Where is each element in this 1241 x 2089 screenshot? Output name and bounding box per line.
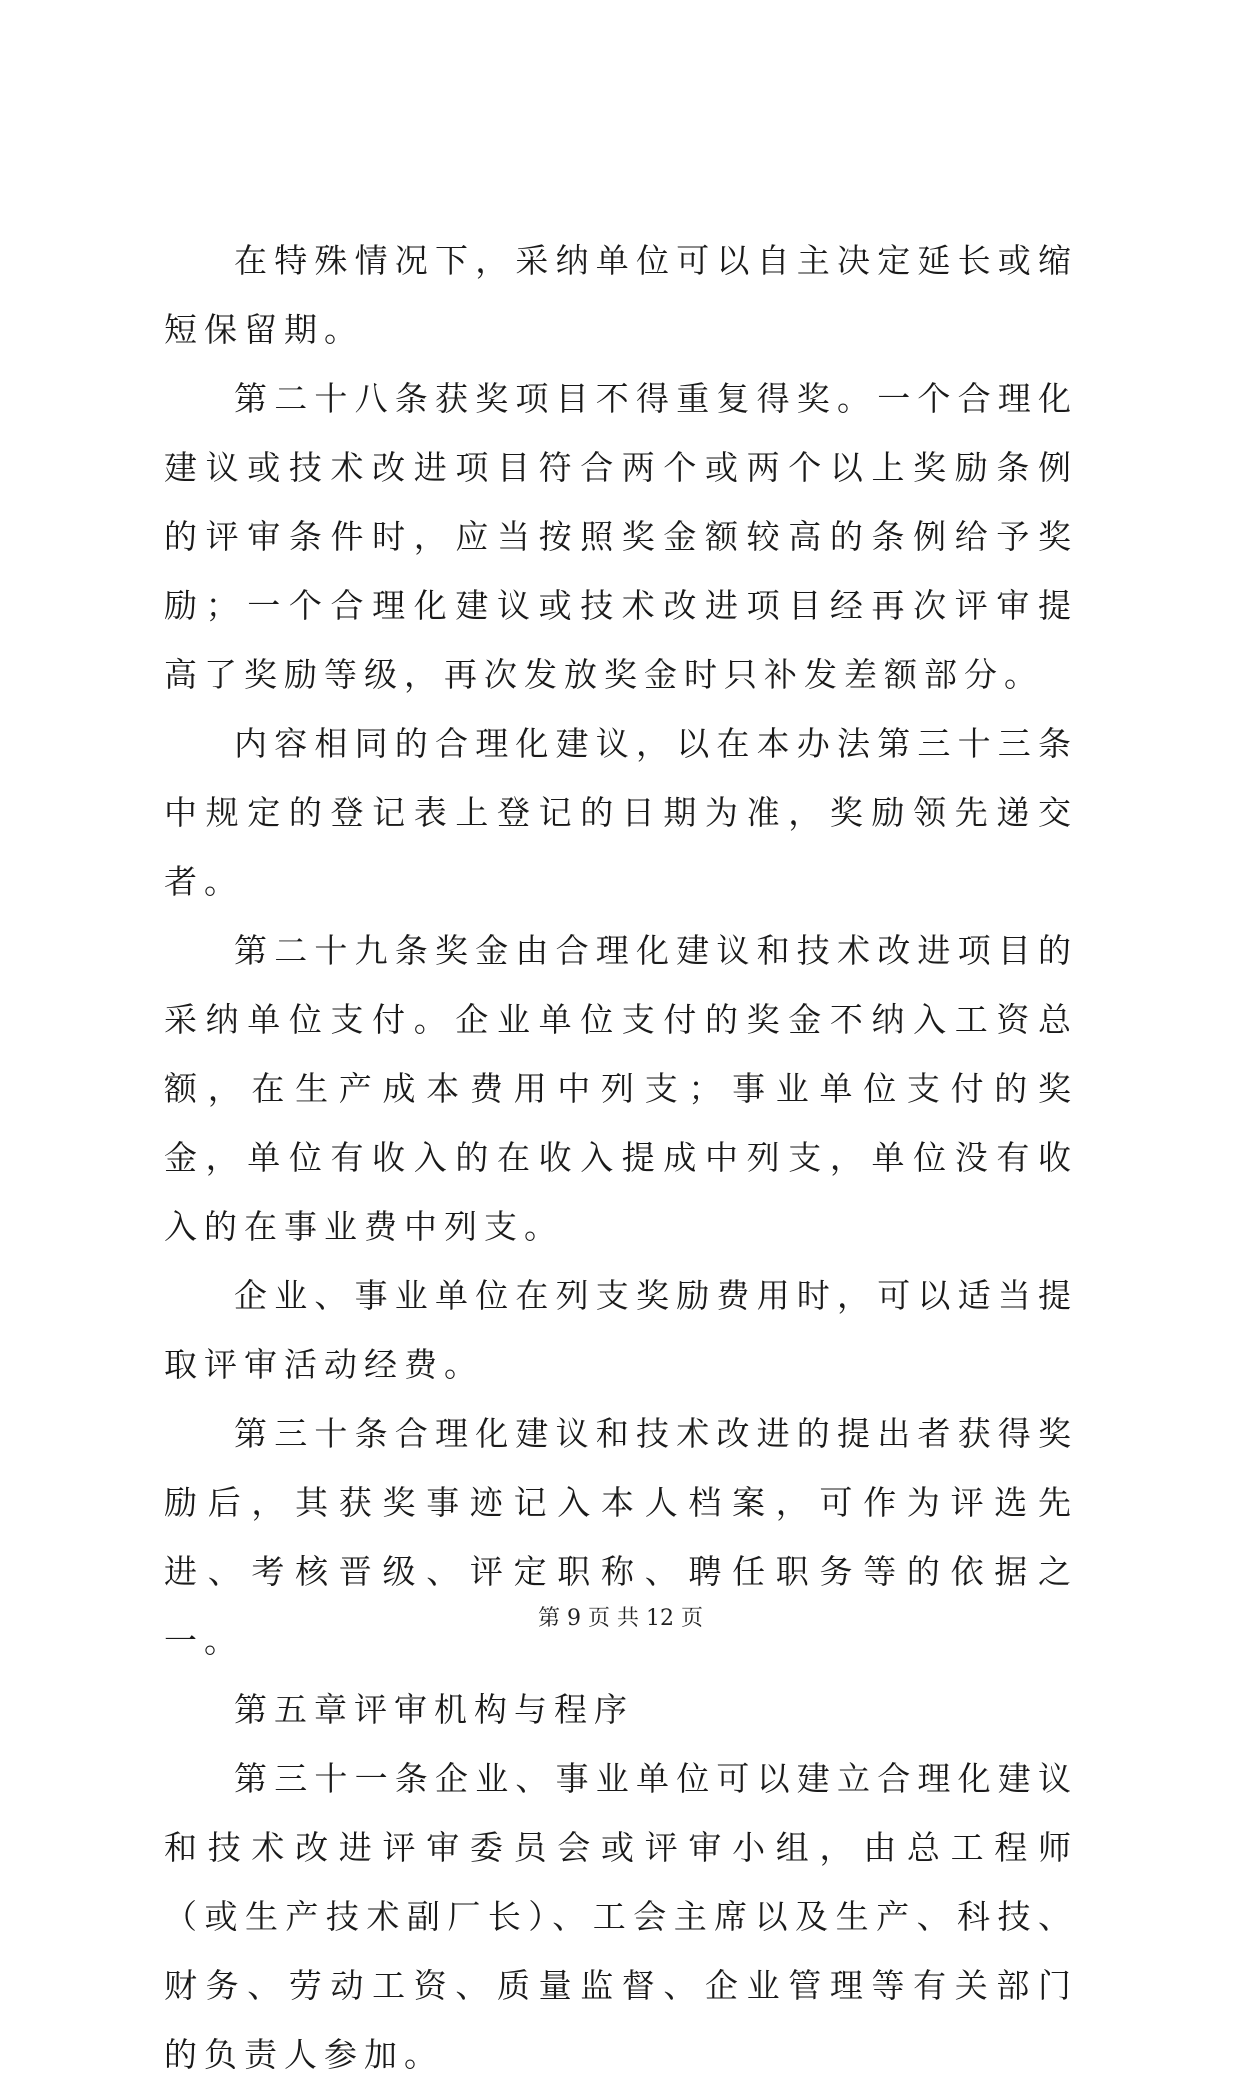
paragraph-retention-period: 在特殊情况下，采纳单位可以自主决定延长或缩短保留期。 (164, 241, 1078, 349)
paragraph-review-funds: 企业、事业单位在列支奖励费用时，可以适当提取评审活动经费。 (164, 1276, 1078, 1384)
paragraph-article-28: 第二十八条获奖项目不得重复得奖。一个合理化建议或技术改进项目符合两个或两个以上奖励条例的评审条件时，应当按照奖金额较高的条例给予奖励；一个合理化建议或技术改进项目经再次评审提高了奖励等级，再次发放奖金时只补发差额部分。 (164, 379, 1078, 694)
page-footer (0, 1604, 1241, 1634)
paragraph-same-content: 内容相同的合理化建议，以在本办法第三十三条中规定的登记表上登记的日期为准，奖励领先递交者。 (164, 724, 1078, 901)
document-body (164, 226, 1078, 2089)
paragraph-article-30: 第三十条合理化建议和技术改进的提出者获得奖励后，其获奖事迹记入本人档案，可作为评选先进、考核晋级、评定职称、聘任职务等的依据之一。 (164, 1414, 1078, 1660)
paragraph-article-31: 第三十一条企业、事业单位可以建立合理化建议和技术改进评审委员会或评审小组，由总工程师（或生产技术副厂长）、工会主席以及生产、科技、财务、劳动工资、质量监督、企业管理等有关部门的负责人参加。 (164, 1759, 1078, 2074)
paragraph-article-29: 第二十九条奖金由合理化建议和技术改进项目的采纳单位支付。企业单位支付的奖金不纳入工资总额，在生产成本费用中列支；事业单位支付的奖金，单位有收入的在收入提成中列支，单位没有收入的在事业费中列支。 (164, 931, 1078, 1246)
page-number-label: 第 9 页 共 12 页 (538, 1606, 703, 1631)
chapter-heading-5: 第五章评审机构与程序 (234, 1690, 634, 1729)
